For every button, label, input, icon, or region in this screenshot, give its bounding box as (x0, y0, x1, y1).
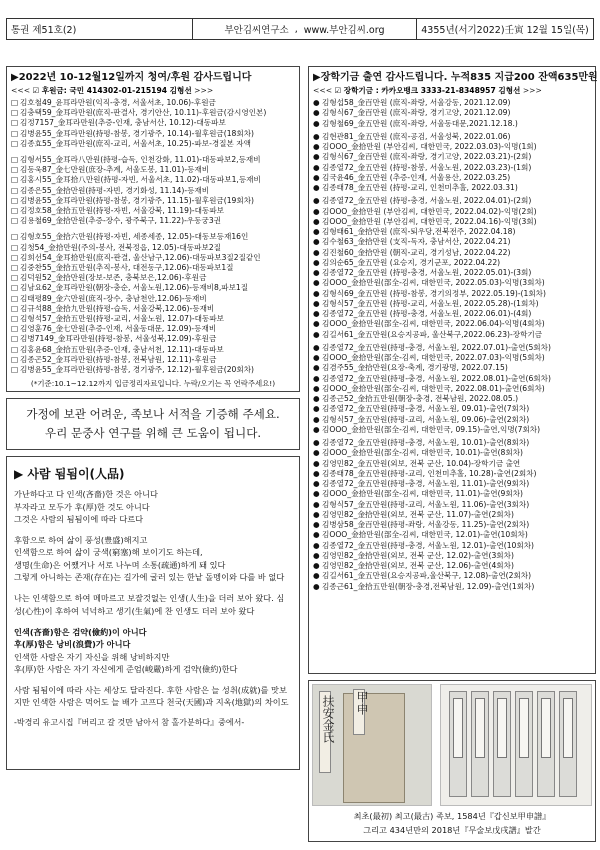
list-item (309, 217, 595, 227)
list-item (309, 319, 595, 329)
list-item-text: 김용철69_金拾만원(추증-장수, 광주북구, 11.22)-우동궁3권 (20, 216, 221, 226)
list-item-text: 김종열72_金五만원 (持평-충경, 서울노원, 2022.04.01)-(2회) (322, 196, 532, 206)
checkbox-icon: □ (11, 185, 19, 195)
list-item-text: 김진철60_金拾만원 (朝직-교리, 경기성남, 2022.04.22) (322, 247, 511, 257)
list-item (7, 175, 299, 185)
list-item (309, 415, 595, 425)
list-item (309, 289, 595, 299)
list-item-text: 김수철63_金拾만원 (支직-독자, 충남서산, 2022.04.21) (322, 237, 511, 247)
donation-account: <<< ☑ 후원금: 국민 414302-01-215194 김형선 >>> (11, 86, 214, 95)
list-item-text: 김종열72_金五만원(持평-충경, 서울노원, 2022.07.01)-출연(5회차) (322, 342, 551, 352)
bullet-icon: ● (313, 424, 320, 434)
bullet-icon: ● (313, 438, 320, 447)
checkbox-icon: □ (11, 165, 19, 175)
bullet-icon: ● (313, 278, 320, 288)
list-item (309, 489, 595, 499)
checkbox-icon: □ (11, 252, 19, 262)
bullet-icon: ● (313, 383, 320, 393)
list-item-text: 김의순65_金五만원 (요승지, 경기군포, 2022.04.22) (322, 257, 501, 267)
bullet-icon: ● (313, 581, 320, 591)
list-item (309, 353, 595, 363)
list-item (309, 309, 595, 319)
list-item (7, 108, 299, 118)
list-item-text: 김종열72_金五만원 (持평-충경, 서울노원, 2022.06.01)-(4회) (322, 309, 532, 318)
list-item-text: 김종태78_金五만원(持평-교리, 인천미추홀, 10.28)-출연(2회차) (322, 468, 537, 478)
donations-title: ▶2022년 10-12월12일까지 청여/후원 감사드립니다 (11, 72, 252, 83)
list-item-text: 김OOO_金拾만원(部全-김씨, 대한민국, 09.15)-출연,익명(7회차) (322, 424, 541, 434)
list-item-text: 김종열72_金五만원(持평-충경, 서울노원, 09.01)-출연(7회차) (322, 404, 530, 414)
list-item-text: 김병윤55_金耳라만원(持평-참봉, 경기광주, 11.15)-월후원금(19회차) (20, 195, 255, 205)
checkbox-icon: □ (11, 98, 19, 107)
checkbox-icon: □ (11, 242, 19, 252)
issue-number: 통권 제51호(2) (7, 19, 193, 39)
list-item-text: 김형태61_金拾만원 (庶직-퇴우당,전북전주, 2022.04.18) (322, 227, 516, 236)
scholarship-list (309, 98, 595, 592)
list-item-text: 김현관81_金五만원 (庶직-공검, 서울성북, 2022.01.06) (322, 131, 511, 141)
checkbox-icon: □ (11, 232, 19, 242)
checkbox-icon: □ (11, 283, 19, 293)
list-item-text: 김OOO_金拾만원 (부안김씨, 대한민국, 2022.04.02)-익명(2회) (322, 206, 537, 216)
checkbox-icon: □ (11, 216, 19, 226)
list-item (7, 334, 299, 344)
checkbox-icon: □ (11, 344, 19, 354)
bullet-icon: ● (313, 152, 320, 162)
list-item-text: 김영민82_金拾만원(외보, 전북 군산, 11.07)-출연(2회차) (322, 509, 514, 519)
list-item (7, 324, 299, 334)
essay-line: 부자라고 모두가 후(厚)한 것도 아니다 (14, 501, 150, 512)
checkbox-icon: □ (11, 118, 19, 128)
list-item-text: 김형식67_金百만원 (庶직-좌랑, 경기고양, 2022.03.21)-(2회) (322, 152, 532, 162)
list-item (309, 438, 595, 448)
checkbox-icon: □ (11, 303, 19, 313)
essay-title: ▶ 사람 됨됨이(人品) (14, 467, 125, 482)
list-item (309, 268, 595, 278)
check-icon: ☑ (32, 86, 40, 95)
list-item (309, 108, 595, 118)
essay-line: 인색함으로 하여 삶이 궁색(窮塞)해 보이기도 하는데, (14, 547, 203, 558)
appeal-line-2: 우리 문중사 연구를 위해 큰 도움이 됩니다. (44, 426, 262, 441)
bullet-icon: ● (313, 257, 320, 267)
essay-emphasis: 인색(吝嗇)함은 검약(儉約)이 아니다 (14, 626, 147, 637)
list-item (309, 299, 595, 309)
bullet-icon: ● (313, 98, 320, 107)
list-item (7, 365, 299, 375)
appeal-line-1: 가정에 보관 어려운, 족보나 서적을 기증해 주세요. (26, 407, 280, 422)
list-item (309, 258, 595, 268)
list-item-text: 김영민82_金五만원(외보, 전북 군산, 10.04)-장학기금 출연 (322, 458, 521, 468)
list-item-text: 김종열72_金五만원(持평-충경, 서울노원, 12.01)-출연(10회차) (322, 540, 534, 550)
bullet-icon: ● (313, 540, 320, 550)
bullet-icon: ● (313, 216, 320, 226)
checkbox-icon: □ (11, 108, 19, 118)
cover-lettering: 甲申 (355, 691, 369, 715)
list-item (7, 98, 299, 108)
donation-account-label: 후원금: 국민 414302-01-215194 김형선 (41, 86, 192, 95)
list-item-text: 김OOO_金拾만원(部全-김씨, 대한민국, 2022.06.04)-익명(4회차) (322, 319, 545, 329)
list-item (309, 237, 595, 247)
essay-box (6, 456, 300, 770)
bullet-icon: ● (313, 489, 320, 499)
bullet-icon: ● (313, 247, 320, 257)
bullet-icon: ● (313, 196, 320, 206)
checkbox-icon: □ (11, 195, 19, 205)
bullet-icon: ● (313, 353, 320, 362)
bullet-icon: ● (313, 162, 320, 172)
photo-caption (313, 809, 591, 837)
list-item-text: 김형식67_金百만원 (庶직-좌랑, 경기고양, 2021.12.09) (322, 108, 511, 118)
list-item (309, 173, 595, 183)
essay-line: 생명(生命)은 어쨌거나 서로 나누며 소통(疏通)하게 돼 있다 (14, 559, 226, 570)
book-volume (537, 691, 555, 797)
list-item (309, 571, 595, 581)
essay-line: 후함으로 하여 삶이 풍성(豊盛)해지고 (14, 535, 148, 546)
list-item-text: 김종열72_金五만원(持평-충경, 서울노원, 11.01)-출연(9회차) (322, 479, 530, 488)
list-item (309, 479, 595, 489)
list-item-text: 김중찬55_金拾五만원(추직-봉사, 대전동구,12.06)-대동파보1질 (20, 263, 234, 273)
bullet-icon: ● (313, 458, 320, 468)
bullet-icon: ● (313, 288, 320, 298)
list-item-text: 김동욱87_金七만원(庶장-추계, 서울도봉, 11.01)-등재비 (20, 165, 210, 175)
header-center (193, 19, 417, 39)
cover-lettering: 扶安金氏 (321, 695, 335, 743)
essay-line: 나는 인색함으로 하여 메마르고 보잘것없는 인생(人生)을 더러 보아 왔다. 심성(心性)이 후하여 넉넉하고 생기(生氣)에 찬 인생도 더러 보아 왔다 (14, 593, 285, 616)
essay-line: 그것은 사람의 됨됨이에 따라 다르다 (14, 513, 144, 524)
checkbox-icon: □ (11, 273, 19, 283)
list-item-text: 김OOO_金拾만원 (부안김씨, 대한민국, 2022.03.03)-익명(1회) (322, 142, 537, 151)
list-item-text: 김태평89_金六만원(庶직-장수, 충남천안,12.06)-등재비 (20, 293, 207, 303)
donation-appeal-box (6, 398, 300, 450)
list-item-text: 김병윤55_金耳라만원(持평-참봉, 경기광주, 10.14)-월후원금(18회차) (20, 128, 255, 138)
list-item (309, 278, 595, 288)
list-item (309, 152, 595, 162)
list-item-text: 김국윤46_金五만원 (추증-인재, 서울용산, 2022.03.25) (322, 172, 511, 182)
list-item-text: 김병윤55_金耳라만원(持평-참봉, 경기광주, 12.12)-월후원금(20회차) (20, 365, 255, 375)
checkbox-icon: □ (11, 365, 19, 375)
list-item-text: 김종효55_金耳라만원(庶직-교리, 서울서초, 10.25)-파보-경질본 자액 (20, 138, 251, 148)
checkbox-icon: □ (11, 293, 19, 303)
list-item-text: 김OOO_金拾만원(部全-김씨, 대한민국, 10.01)-출연(8회차) (322, 448, 524, 458)
donation-list (7, 98, 299, 375)
list-item-text: 김OOO_金拾만원(部全-김씨, 대한민국, 11.01)-출연(9회차) (322, 489, 524, 499)
list-item (309, 343, 595, 353)
bullet-icon: ● (313, 268, 320, 277)
bullet-icon: ● (313, 468, 320, 478)
book-volume (493, 691, 511, 797)
list-item (309, 227, 595, 237)
list-item (309, 448, 595, 458)
website-link[interactable]: www.부안김씨.org (303, 25, 385, 36)
list-item (309, 404, 595, 414)
list-item-text: 김종은55_金拾만원(持평-자빈, 경기화성, 11.14)-등재비 (20, 185, 210, 195)
list-item (309, 183, 595, 193)
scholarship-account: <<< ☑ 장학기금 : 카카오뱅크 3333-21-8348957 김형선 >>> (313, 86, 542, 95)
scholarship-box (308, 66, 596, 674)
right-column (308, 66, 596, 674)
scholarship-title: ▶장학기금 출연 감사드립니다. 누적835 지급200 잔액635만원 (313, 72, 598, 83)
list-item-text: 김희선54_金耳拾만원(庶직-판결, 울산남구,12.06)-대동파보3질2질같인 (20, 252, 261, 262)
list-item-text: 김형식57_金五만원(持평-교리, 서울노원, 09.06)-출연(2회차) (322, 414, 530, 424)
list-item-text: 김종열72_金五만원(持평-충경, 서울노원, 2022.08.01)-출연(6회차) (322, 373, 551, 383)
list-item (309, 510, 595, 520)
bullet-icon: ● (313, 550, 320, 560)
list-item-text: 김형섭58_金百만원 (庶직-좌랑, 서울강동, 2021.12.09) (322, 98, 511, 107)
list-item (309, 541, 595, 551)
genealogy-photo-box (308, 680, 596, 842)
bullet-icon: ● (313, 373, 320, 383)
book-volume (449, 691, 467, 797)
list-item (309, 119, 595, 129)
list-item-text: 김형식57_金五만원 (持평-교리, 서울노원, 2022.05.28)-(1회차) (322, 298, 539, 308)
list-item-text: 김OOO_金拾만원(部全-김씨, 대한민국, 12.01)-출연(10회차) (322, 530, 528, 540)
newsletter-header (6, 18, 594, 40)
list-item (7, 314, 299, 324)
essay-line: 후(厚)한 사람은 자기 자신에게 준엄(峻嚴)하게 검약(儉約)한다 (14, 663, 238, 674)
list-item (309, 561, 595, 571)
checkbox-icon: □ (11, 334, 19, 344)
list-item-text: 김청54_金拾만원(주의-봉사, 전북정읍, 12.05)-대동파보2질 (20, 242, 221, 252)
list-item (309, 207, 595, 217)
checkbox-icon: □ (11, 263, 19, 273)
list-item (7, 243, 299, 253)
essay-line: 가난하다고 다 인색(吝嗇)한 것은 아니다 (14, 489, 158, 500)
list-item (7, 304, 299, 314)
bullet-icon: ● (313, 183, 320, 192)
list-item-text: 김형철69_金五만원 (庶직-좌랑, 서울동대문,2021.12.18.) (322, 118, 518, 128)
bullet-icon: ● (313, 206, 320, 216)
list-item-text: 김영민82_金拾만원(외보, 전북 군산, 12.02)-출연(3회차) (322, 550, 514, 560)
list-item (7, 355, 299, 365)
list-item (309, 582, 595, 592)
checkbox-icon: □ (11, 314, 19, 324)
list-item-text: 김OOO_金拾만원(部全-김씨, 대한민국, 2022.05.03)-익명(3회차) (322, 278, 545, 288)
list-item-text: 김덕원52_金拾만원(장보-보존, 충북보은,12.06)-후원금 (20, 273, 207, 283)
list-item (7, 129, 299, 139)
bullet-icon: ● (313, 363, 320, 373)
musul-genealogy-books-image (440, 684, 592, 806)
bullet-icon: ● (313, 561, 320, 570)
list-item (7, 253, 299, 263)
left-column (6, 66, 300, 770)
book-volume (559, 691, 577, 797)
checkbox-icon: □ (11, 155, 19, 165)
list-item (7, 273, 299, 283)
list-item-text: 김종열72_金五만원 (持평-참봉, 서울노원, 2022.03.23)-(1회) (322, 162, 532, 172)
bullet-icon: ● (313, 509, 320, 519)
checkbox-icon: □ (11, 138, 19, 148)
list-item (309, 520, 595, 530)
list-item-text: 김정호58_金拾五만원(持평-자빈, 서울강북, 11.19)-대동파보 (20, 206, 225, 216)
bullet-icon: ● (313, 499, 320, 509)
list-item-text: 김길서61_金五만원(요승지공파, 울산북구,2022.06.23)-장학기금 (322, 329, 543, 339)
book-volume (471, 691, 489, 797)
list-item-text: 김OOO_金拾만원 (부안김씨, 대한민국, 2022.04.16)-익명(3회) (322, 216, 537, 226)
list-item (309, 196, 595, 206)
list-item (309, 425, 595, 435)
list-item-text: 김홍시55_金耳拾八만원(持평-자빈, 서울서초, 11.02)-대동파보1,등재비 (20, 175, 261, 185)
bullet-icon: ● (313, 319, 320, 329)
list-item-text: 김영민82_金拾만원(외보, 전북 군산, 12.06)-출연(4회차) (322, 561, 514, 570)
list-item (7, 263, 299, 273)
bullet-icon: ● (313, 329, 320, 339)
essay-line: 사람 됨됨이에 따라 사는 세상도 달라진다. 후한 사람은 늘 성취(成就)를 맛보지만 인색한 사람은 먹어도 늘 배가 고프다 천국(天國)과 지옥(地獄)의 차이도 (14, 685, 289, 708)
list-item (309, 551, 595, 561)
list-item-text: 김홍윤68_金拾五만원(추증-인재, 충남서천, 12.11)-대동파보 (20, 344, 224, 354)
list-item (309, 530, 595, 540)
list-item (309, 163, 595, 173)
list-item-text: 김형석57_金拾五만원(持평-교리, 서울노원, 12.07)-대동파보 (20, 314, 225, 324)
list-item (7, 186, 299, 196)
list-item (7, 232, 299, 242)
essay-source: -박경리 유고시집『버리고 갈 것만 남아서 참 홀가분하다』중에서- (14, 717, 245, 727)
bullet-icon: ● (313, 237, 320, 247)
list-item-text: 김형식69_金五만원 (持평-참봉, 경기의정부, 2022.05.19)-(1회차) (322, 288, 546, 298)
list-item-text: 김OOO_金拾만원(部全-김씨, 대한민국, 2022.07.03)-익명(5회차) (322, 353, 545, 362)
bullet-icon: ● (313, 479, 320, 488)
list-item (309, 248, 595, 258)
bullet-icon: ● (313, 342, 320, 352)
list-item (309, 330, 595, 340)
list-item-text: 김종곤52_金耳라만원(持평-참봉, 전북남원, 12.11)-후원금 (20, 354, 217, 364)
list-item (7, 155, 299, 165)
donation-notice: (*기준:10.1~12.12까지 입금정리자료입니다. 누락/오기는 꼭 연락주세요!) (30, 379, 276, 389)
checkbox-icon: □ (11, 354, 19, 364)
list-item (309, 142, 595, 152)
bullet-icon: ● (313, 414, 320, 424)
caption-line-2: 그리고 434년만의 2018년『무술보戊戌譜』발간 (363, 825, 541, 835)
checkbox-icon: □ (11, 324, 19, 334)
list-item-text: 김종근61_金拾五만원(朝장-충경,전북남원, 12.09)-출연(1회차) (322, 581, 535, 591)
org-name: 부안김씨연구소 (224, 25, 289, 36)
bullet-icon: ● (313, 448, 320, 458)
list-item-text: 김정7157_金耳라만원(추증-인재, 충남서산, 10.12)-대동파보 (20, 118, 226, 128)
list-item (309, 98, 595, 108)
issue-date: 4355년(서기2022)壬寅 12월 15일(목) (421, 25, 589, 36)
checkbox-icon: □ (11, 175, 19, 185)
list-item (7, 118, 299, 128)
list-item (309, 394, 595, 404)
bullet-icon: ● (313, 298, 320, 308)
scholarship-account-label: 장학기금 : 카카오뱅크 3333-21-8348957 김형선 (343, 86, 521, 95)
list-item-text: 김호철49_윤耳라만원(익직-충경, 서울서초, 10.06)-후원금 (20, 98, 216, 107)
bullet-icon: ● (313, 172, 320, 182)
bullet-icon: ● (313, 108, 320, 118)
list-item-text: 김남요62_金耳라만원(朝장-충순, 서울노원,12.06)-등재비8,파보1질 (20, 283, 249, 293)
list-item-text: 김병7149_金耳라만원(持평-참봉, 서울성북,12.09)-후원금 (20, 334, 217, 344)
caption-line-1: 최초(最初) 최고(最古) 족보, 1584년『갑신보甲申譜』 (353, 811, 551, 821)
checkbox-icon: □ (11, 128, 19, 138)
bullet-icon: ● (313, 530, 320, 540)
list-item-text: 김길서61_金五만원(요승지공파,울산북구, 12.08)-출연(2회차) (322, 571, 532, 581)
list-item (7, 216, 299, 226)
essay-line: 인색한 사람은 자기 자신을 위해 낭비하지만 (14, 651, 170, 662)
list-item-text: 김종열72_金五만원 (持평-충경, 서울노원, 2022.05.01)-(3회) (322, 268, 532, 277)
list-item-text: 김충택59_金耳라만원(庶직-판결사, 경기안산, 10.11)-후원금(감시영인본) (20, 108, 267, 118)
list-item (309, 374, 595, 384)
list-item-text: 김형호55_金拾六만원(持평-자빈, 세종세종, 12.05)-대동보등재16인 (20, 232, 249, 242)
bullet-icon: ● (313, 142, 320, 151)
list-item (309, 384, 595, 394)
list-item-text: 김형서55_金耳라八만원(持평-습독, 인천강화, 11.01)-대동파보2,등재비 (20, 155, 261, 165)
gapsin-genealogy-book-image (312, 684, 432, 806)
list-item-text: 김규석88_金拾九만원(持평-습독, 서울강북,12.06)-등재비 (20, 303, 215, 313)
list-item (309, 500, 595, 510)
bullet-icon: ● (313, 309, 320, 318)
bullet-icon: ● (313, 520, 320, 529)
bullet-icon: ● (313, 394, 320, 403)
list-item (309, 363, 595, 373)
list-item-text: 김병삼58_金百만원(持평-좌랑, 서울강동, 11.25)-출연(2회차) (322, 520, 530, 529)
list-item-text: 김OOO_金拾만원(部全-김씨, 대한민국, 2022.08.01)-출연(6회차) (322, 383, 545, 393)
list-item (7, 139, 299, 149)
checkbox-icon: □ (11, 206, 19, 216)
separator: , (294, 23, 298, 35)
bullet-icon: ● (313, 118, 320, 128)
bullet-icon: ● (313, 227, 320, 236)
list-item (7, 196, 299, 206)
essay-emphasis: 후(厚)함은 낭비(浪費)가 아니다 (14, 639, 131, 650)
bullet-icon: ● (313, 571, 320, 581)
list-item (309, 132, 595, 142)
bullet-icon: ● (313, 404, 320, 414)
list-item-text: 김형식57_金五만원(持평-교리, 서울노원, 11.06)-출연(3회차) (322, 499, 530, 509)
donations-box (6, 66, 300, 392)
list-item (309, 469, 595, 479)
list-item-text: 김종근52_金拾五만원(朝장-충경, 전북남원, 2022.08.05.) (322, 394, 519, 403)
list-item (7, 345, 299, 355)
list-item (7, 294, 299, 304)
book-volume (515, 691, 533, 797)
list-item (309, 459, 595, 469)
bullet-icon: ● (313, 131, 320, 141)
list-item (7, 165, 299, 175)
list-item (7, 283, 299, 293)
list-item-text: 김영훈76_金七만원(추증-인재, 서울동대문, 12.09)-등재비 (20, 324, 217, 334)
list-item-text: 김겸주55_金拾만원(요장-축계, 경기광명, 2022.07.15) (322, 363, 508, 373)
list-item (7, 206, 299, 216)
check-icon: ☑ (334, 86, 342, 95)
list-item-text: 김종열72_金五만원(持평-충경, 서울노원, 10.01)-출연(8회차) (322, 438, 530, 447)
essay-line: 그렇게 아니하는 존재(存在)는 길가에 굴러 있는 한낱 돌멩이와 다를 바 없다 (14, 572, 285, 583)
list-item-text: 김종태78_金五만원 (持평-교리, 인천미추홀, 2022.03.31) (322, 183, 518, 192)
